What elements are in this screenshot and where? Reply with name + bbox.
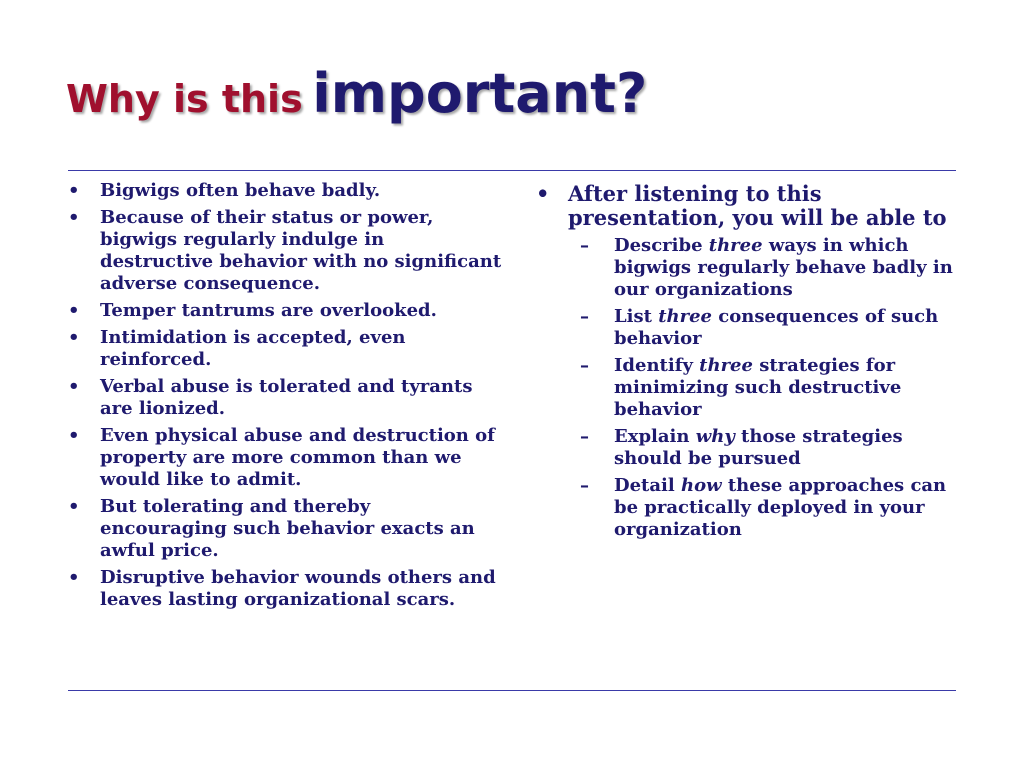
sub-text-after: those strategies should be pursued bbox=[614, 426, 903, 469]
sub-text-after: strategies for minimizing such destructive behavior bbox=[614, 355, 902, 420]
dash-icon: – bbox=[580, 306, 589, 327]
bullet-text: Temper tantrums are overlooked. bbox=[100, 300, 437, 321]
bullet-text: But tolerating and thereby encouraging such behavior exacts an awful price. bbox=[100, 496, 475, 561]
list-item bbox=[530, 182, 970, 541]
sub-list-item bbox=[568, 426, 970, 470]
bullet-icon: • bbox=[536, 181, 550, 206]
bullet-text: Intimidation is accepted, even reinforced. bbox=[100, 327, 406, 370]
sub-list bbox=[568, 235, 970, 541]
title-part-2: important? bbox=[312, 62, 648, 125]
sub-text-after: these approaches can be practically deployed in your organization bbox=[614, 475, 947, 540]
list-item bbox=[62, 567, 502, 611]
right-column bbox=[530, 182, 970, 546]
bullet-icon: • bbox=[68, 567, 80, 588]
list-item bbox=[62, 376, 502, 420]
bullet-text: Verbal abuse is tolerated and tyrants are lionized. bbox=[100, 376, 473, 419]
list-item bbox=[62, 327, 502, 371]
sub-list-item bbox=[568, 355, 970, 421]
bullet-icon: • bbox=[68, 425, 80, 446]
dash-icon: – bbox=[580, 355, 589, 376]
sub-text-before: List bbox=[614, 306, 659, 327]
slide-title bbox=[66, 62, 647, 125]
sub-text-after: ways in which bigwigs regularly behave badly in our organizations bbox=[614, 235, 953, 300]
list-item bbox=[62, 496, 502, 562]
list-item bbox=[62, 300, 502, 322]
bullet-icon: • bbox=[68, 207, 80, 228]
sub-list-item bbox=[568, 475, 970, 541]
sub-text-emphasis: three bbox=[708, 235, 763, 256]
bullet-text: Disruptive behavior wounds others and leaves lasting organizational scars. bbox=[100, 567, 496, 610]
list-item bbox=[62, 425, 502, 491]
sub-text-emphasis: why bbox=[695, 426, 735, 447]
bullet-icon: • bbox=[68, 180, 80, 201]
bullet-text: After listening to this presentation, you will be able to bbox=[568, 181, 947, 230]
sub-list-item bbox=[568, 306, 970, 350]
bottom-divider bbox=[68, 690, 956, 691]
sub-list-item bbox=[568, 235, 970, 301]
bullet-icon: • bbox=[68, 496, 80, 517]
bullet-icon: • bbox=[68, 376, 80, 397]
sub-text-before: Explain bbox=[614, 426, 696, 447]
bullet-icon: • bbox=[68, 300, 80, 321]
list-item bbox=[62, 180, 502, 202]
bullet-text: Because of their status or power, bigwigs regularly indulge in destructive behavior with no significant adverse consequence. bbox=[100, 207, 502, 294]
sub-text-emphasis: three bbox=[699, 355, 753, 376]
right-bullet-list bbox=[530, 182, 970, 541]
left-column bbox=[62, 180, 502, 616]
bullet-text: Bigwigs often behave badly. bbox=[100, 180, 381, 201]
dash-icon: – bbox=[580, 475, 589, 496]
dash-icon: – bbox=[580, 426, 589, 447]
bullet-icon: • bbox=[68, 327, 80, 348]
sub-text-before: Detail bbox=[614, 475, 681, 496]
title-part-1: Why is this bbox=[66, 77, 303, 121]
sub-text-after: consequences of such behavior bbox=[614, 306, 939, 349]
sub-text-before: Describe bbox=[614, 235, 709, 256]
left-bullet-list bbox=[62, 180, 502, 611]
top-divider bbox=[68, 170, 956, 171]
bullet-text: Even physical abuse and destruction of property are more common than we would like to admit. bbox=[100, 425, 495, 490]
sub-text-emphasis: how bbox=[680, 475, 722, 496]
sub-text-emphasis: three bbox=[658, 306, 713, 327]
list-item bbox=[62, 207, 502, 295]
sub-text-before: Identify bbox=[614, 355, 700, 376]
dash-icon: – bbox=[580, 235, 589, 256]
